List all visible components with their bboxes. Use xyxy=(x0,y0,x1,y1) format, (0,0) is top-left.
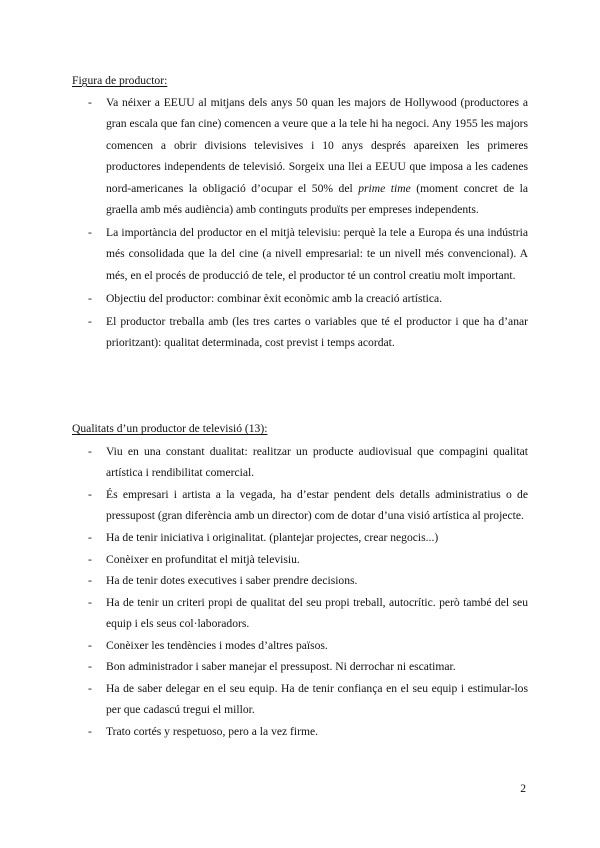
bullet-dash: - xyxy=(88,595,92,609)
list-item-text: Trato cortés y respetuoso, pero a la vez firme. xyxy=(106,724,319,738)
section-heading-producer-qualities: Qualitats d’un productor de televisió (13): xyxy=(72,422,268,435)
list-item xyxy=(88,311,528,354)
list-item xyxy=(88,592,528,635)
list-item-text: Conèixer en profunditat el mitjà televisiu. xyxy=(106,552,300,566)
list-item-text: Objectiu del productor: combinar èxit econòmic amb la creació artística. xyxy=(106,291,443,305)
list-item-text: Viu en una constant dualitat: realitzar un producte audiovisual que compagini qualitat artística i rendibilitat comercial. xyxy=(106,445,528,480)
list-item xyxy=(88,288,528,309)
bullet-dash: - xyxy=(88,225,92,239)
list-item xyxy=(88,656,528,677)
bullet-dash: - xyxy=(88,724,92,738)
list-item-text: És empresari i artista a la vegada, ha d’estar pendent dels detalls administratius o de pressupost (gran diferència amb un director) com de dotar d’una visió artística al projecte. xyxy=(106,488,528,523)
page-number: 2 xyxy=(520,782,526,795)
bullet-dash: - xyxy=(88,638,92,652)
list-item-text: Conèixer les tendències i modes d’altres països. xyxy=(106,638,328,652)
list-item xyxy=(88,549,528,570)
list-item-text: Bon administrador i saber manejar el pressupost. Ni derrochar ni escatimar. xyxy=(106,660,456,674)
list-item xyxy=(88,721,528,742)
list-item-text-part: Va néixer a EEUU al mitjans dels anys 50 quan les majors de Hollywood (productores a gran escala que fan cine) comencen a veure que a la tele hi ha negoci. Any 1955 les majors comencen a obrir divisions televisives i 10 anys després apareixen les primeres productores independents de televisió. Sorgeix una llei a EEUU que imposa a les cadenes nord-americanes la obligació d’ocupar el 50% del xyxy=(106,96,528,195)
bullet-dash: - xyxy=(88,531,92,544)
producer-figure-list xyxy=(88,92,528,355)
list-item xyxy=(88,678,528,721)
list-item-text: Ha de tenir un criteri propi de qualitat del seu propi treball, autocrític. però també del seu equip i els seus col·laboradors. xyxy=(106,595,528,631)
bullet-dash: - xyxy=(88,660,92,674)
section-heading-producer-figure: Figura de productor: xyxy=(72,74,168,87)
bullet-dash: - xyxy=(88,488,92,501)
list-item xyxy=(88,484,528,527)
emphasis-prime-time: prime time xyxy=(358,181,411,195)
list-item-text: Ha de tenir dotes executives i saber prendre decisions. xyxy=(106,574,358,588)
bullet-dash: - xyxy=(88,445,92,458)
list-item xyxy=(88,441,528,484)
bullet-dash: - xyxy=(88,681,92,695)
list-item-text: El productor treballa amb (les tres cartes o variables que té el productor i que ha d’anar prioritzant): qualitat determinada, cost previst i temps acordat. xyxy=(106,314,528,349)
bullet-dash: - xyxy=(88,574,92,588)
producer-qualities-list xyxy=(88,441,528,743)
list-item xyxy=(88,527,528,548)
bullet-dash: - xyxy=(88,314,92,328)
list-item xyxy=(88,222,528,286)
list-item xyxy=(88,92,528,220)
list-item xyxy=(88,635,528,656)
list-item xyxy=(88,570,528,591)
bullet-dash: - xyxy=(88,291,92,305)
bullet-dash: - xyxy=(88,552,92,566)
list-item-text: Ha de tenir iniciativa i originalitat. (plantejar projectes, crear negocis...) xyxy=(106,531,439,544)
list-item-text: Ha de saber delegar en el seu equip. Ha de tenir confiança en el seu equip i estimular-los per que cadascú tregui el millor. xyxy=(106,681,528,717)
list-item-text: La importància del productor en el mitjà televisiu: perquè la tele a Europa és una indústria més consolidada que la del cine (a nivell empresarial: te un nivell més convencional). A més, en el procés de producció de tele, el productor té un control creatiu molt important. xyxy=(106,225,528,282)
list-item-text-part: (moment concret de la graella amb més audiència) amb continguts produïts per empreses independents. xyxy=(106,181,528,217)
bullet-dash: - xyxy=(88,96,92,109)
